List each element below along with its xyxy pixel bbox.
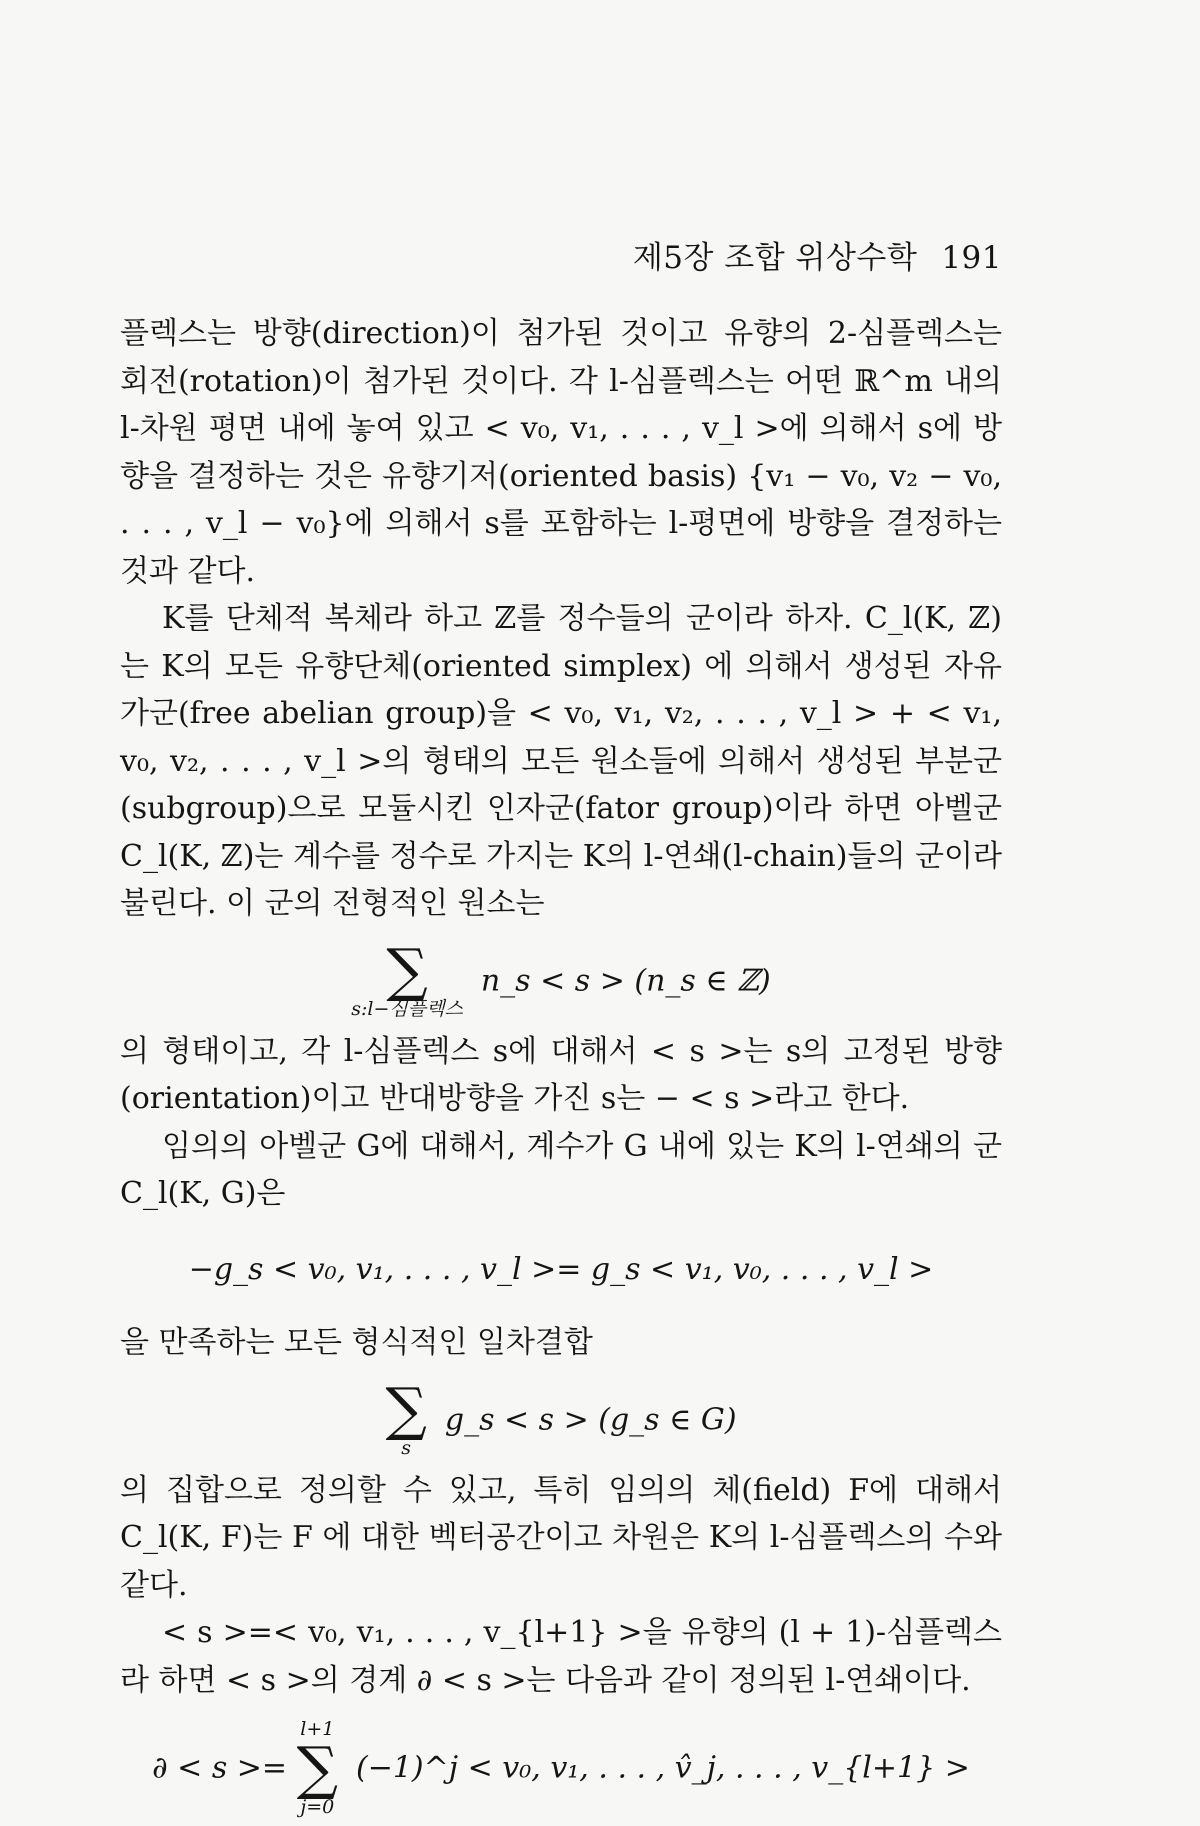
- equation-body: (−1)^j < v₀, v₁, . . . , v̂_j, . . . , v_{l+1} >: [356, 1750, 970, 1786]
- summation-superscript: l+1: [300, 1718, 335, 1740]
- summation-subscript: s: [401, 1436, 412, 1459]
- equation-body: n_s < s > (n_s ∈ ℤ): [480, 962, 771, 998]
- page-number: 191: [941, 240, 1002, 276]
- summation-operator: ∑ s: [385, 1374, 427, 1459]
- equation-boundary: [120, 1718, 1002, 1818]
- equation-lhs: ∂ < s >=: [152, 1750, 288, 1786]
- paragraph-4: 임의의 아벨군 G에 대해서, 계수가 G 내에 있는 K의 l-연쇄의 군 C_l(K, G)은: [120, 1128, 1002, 1211]
- chapter-title: 제5장 조합 위상수학: [632, 240, 918, 276]
- summation-operator: ∑ s:l−심플렉스: [351, 935, 463, 1020]
- paragraph-5: 을 만족하는 모든 형식적인 일차결합: [120, 1325, 593, 1360]
- equation-chain-element: [120, 935, 1002, 1020]
- paragraph-3: 의 형태이고, 각 l-심플렉스 s에 대해서 < s >는 s의 고정된 방향(orientation)이고 반대방향을 가진 s는 − < s >라고 한다.: [120, 1033, 1002, 1116]
- equation-linear-combination: [120, 1374, 1002, 1459]
- summation-operator: l+1 ∑ j=0: [296, 1718, 338, 1818]
- summation-subscript: j=0: [300, 1796, 335, 1818]
- paragraph-1: 플렉스는 방향(direction)이 첨가된 것이고 유향의 2-심플렉스는 회전(rotation)이 첨가된 것이다. 각 l-심플렉스는 어떤 ℝ^m 내의 l-차원 평면 내에 놓여 있고 < v₀, v₁, . . . , v_l >에 의해서 s에 방향을 결정하는 것은 유향기저(oriented basis) {v₁ − v₀, v₂ − v₀, . . . , v_l − v₀}에 의해서 s를 포함하는 l-평면에 방향을 결정하는 것과 같다.: [120, 316, 1002, 589]
- running-header: [120, 232, 1002, 277]
- equation-body: g_s < s > (g_s ∈ G): [444, 1401, 737, 1437]
- paragraph-7: < s >=< v₀, v₁, . . . , v_{l+1} >을 유향의 (l + 1)-심플렉스라 하면 < s >의 경계 ∂ < s >는 다음과 같이 정의된 l-연쇄이다.: [120, 1615, 1002, 1698]
- equation-sign-relation: −g_s < v₀, v₁, . . . , v_l >= g_s < v₁, v₀, . . . , v_l >: [188, 1251, 934, 1287]
- paragraph-2: K를 단체적 복체라 하고 ℤ를 정수들의 군이라 하자. C_l(K, ℤ)는 K의 모든 유향단체(oriented simplex) 에 의해서 생성된 자유가군(free abelian group)을 < v₀, v₁, v₂, . . . , v_l > + < v₁, v₀, v₂, . . . , v_l >의 형태의 모든 원소들에 의해서 생성된 부분군(subgroup)으로 모듈시킨 인자군(fator group)이라 하면 아벨군 C_l(K, ℤ)는 계수를 정수로 가지는 K의 l-연쇄(l-chain)들의 군이라 불린다. 이 군의 전형적인 원소는: [120, 601, 1002, 921]
- paragraph-6: 의 집합으로 정의할 수 있고, 특히 임의의 체(field) F에 대해서 C_l(K, F)는 F 에 대한 벡터공간이고 차원은 K의 l-심플렉스의 수와 같다.: [120, 1472, 1002, 1603]
- summation-subscript: s:l−심플렉스: [351, 997, 463, 1020]
- page-body: [120, 310, 1002, 1826]
